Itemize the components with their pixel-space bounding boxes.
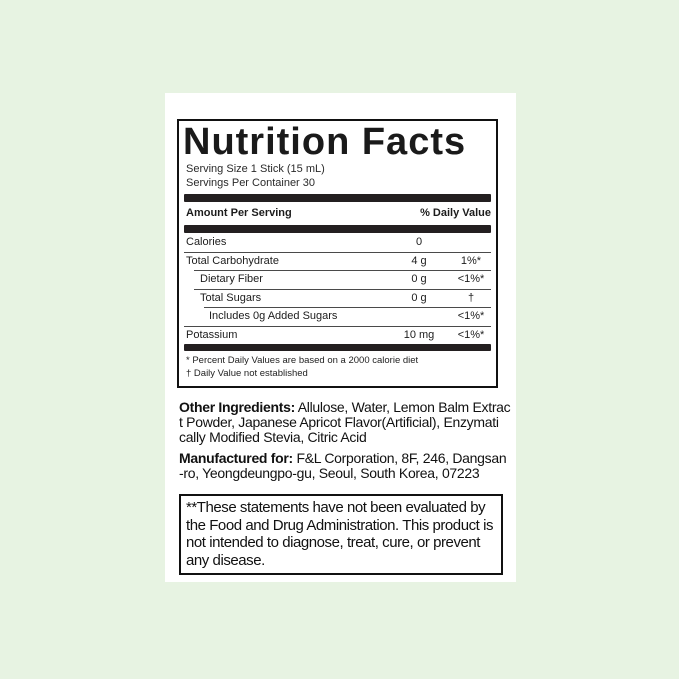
nutrient-name: Total Sugars	[200, 291, 262, 304]
servings-per-container-text: Servings Per Container 30	[186, 176, 316, 189]
other-ingredients-paragraph	[179, 400, 509, 445]
footnote-percent-daily-values: * Percent Daily Values are based on a 2000 calorie diet	[186, 355, 419, 366]
other-ingredients-line-3: cally Modified Stevia, Citric Acid	[179, 429, 367, 445]
nutrient-amount: 4 g	[411, 254, 427, 267]
other-ingredients-text: Allulose, Water, Lemon Balm Extrac	[294, 399, 511, 415]
manufactured-for-line-2: -ro, Yeongdeungpo-gu, Seoul, South Korea, 07223	[179, 465, 480, 481]
table-row-calories	[184, 233, 491, 252]
nutrient-daily-value: <1%*	[457, 273, 485, 286]
nutrition-facts-box	[177, 119, 498, 388]
nutrient-name: Calories	[186, 236, 227, 249]
nutrition-facts-title: Nutrition Facts	[183, 121, 467, 163]
nutrient-amount: 10 mg	[403, 328, 435, 341]
disclaimer-line-1: **These statements have not been evaluated by	[186, 499, 486, 516]
manufactured-for-text: F&L Corporation, 8F, 246, Dangsan	[292, 450, 507, 466]
manufactured-for-label: Manufactured for:	[179, 450, 293, 466]
nutrient-amount: 0 g	[411, 291, 427, 304]
footnotes	[184, 351, 491, 386]
thick-divider-middle	[184, 225, 491, 233]
thick-divider-bottom	[184, 344, 491, 351]
other-ingredients-label: Other Ingredients:	[179, 399, 295, 415]
serving-size-text: Serving Size 1 Stick (15 mL)	[186, 163, 325, 175]
table-row-total-sugars	[184, 289, 491, 308]
disclaimer-line-3: not intended to diagnose, treat, cure, or prevent	[186, 534, 480, 551]
disclaimer-line-2: the Food and Drug Administration. This product is	[186, 516, 494, 534]
nutrient-daily-value: <1%*	[457, 310, 485, 323]
manufactured-for-line-1	[179, 451, 509, 466]
thick-divider-top	[184, 194, 491, 202]
other-ingredients-line-2: t Powder, Japanese Apricot Flavor(Artificial), Enzymati	[179, 414, 499, 430]
table-row-dietary-fiber	[184, 270, 491, 289]
nutrient-daily-value: 1%*	[460, 254, 482, 267]
manufactured-for-paragraph	[179, 451, 509, 481]
nutrient-name: Includes 0g Added Sugars	[209, 310, 338, 323]
nutrient-daily-value-dagger: †	[467, 291, 475, 304]
footnote-daily-value-not-established: † Daily Value not established	[186, 367, 308, 379]
fda-disclaimer-box	[179, 494, 503, 575]
nutrient-name: Dietary Fiber	[200, 273, 263, 286]
other-ingredients-line-1	[179, 400, 509, 415]
amount-per-serving-label: Amount Per Serving	[186, 207, 292, 219]
disclaimer-line-4: any disease.	[186, 551, 265, 569]
nutrient-daily-value: <1%*	[457, 328, 485, 341]
nutrient-amount: 0 g	[411, 273, 427, 286]
nutrient-name: Potassium	[186, 328, 238, 341]
table-row-potassium	[184, 326, 491, 345]
table-header-row	[184, 202, 491, 225]
table-row-added-sugars	[184, 307, 491, 326]
label-panel	[165, 93, 516, 582]
nutrient-name: Total Carbohydrate	[186, 254, 279, 267]
table-row-total-carbohydrate	[184, 252, 491, 271]
daily-value-label: % Daily Value	[420, 207, 491, 219]
nutrient-amount: 0	[415, 236, 423, 249]
